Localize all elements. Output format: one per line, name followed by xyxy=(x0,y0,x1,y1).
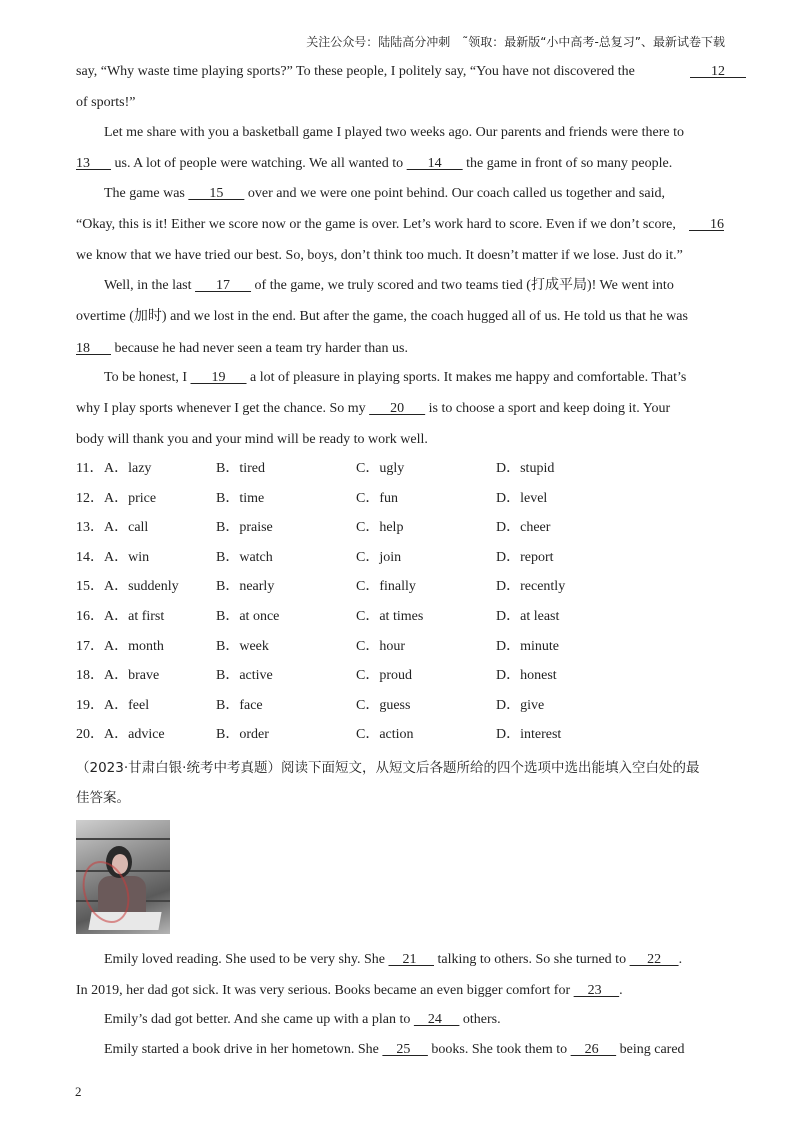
option-a: A．price xyxy=(104,490,157,506)
blank-23: 23 xyxy=(573,983,620,998)
passage1-line13: body will thank you and your mind will be ready to work well. xyxy=(76,432,428,447)
option-a: A．advice xyxy=(104,727,165,743)
option-a: A．win xyxy=(104,549,150,565)
text-run: Emily’s dad got better. And she came up with a plan to xyxy=(104,1012,414,1027)
text-run: “Okay, this is it! Either we score now or the game is over. Let’s work hard to score. Even if we don’t score, xyxy=(76,217,676,232)
passage1-line4 xyxy=(76,154,724,174)
text-run: us. A lot of people were watching. We all wanted to xyxy=(111,156,407,171)
section-instruction-line1: （2023·甘肃白银·统考中考真题）阅读下面短文，从短文后各题所给的四个选项中选出能填入空白处的最 xyxy=(76,760,700,776)
option-c: C．proud xyxy=(356,668,412,684)
passage1-line8 xyxy=(104,276,724,296)
option-c: C．hour xyxy=(356,638,405,654)
blank-25: 25 xyxy=(382,1042,428,1057)
text-run: of the game, we truly scored and two teams tied (打成平局)! We went into xyxy=(251,278,674,293)
text-run: a lot of pleasure in playing sports. It makes me happy and comfortable. That’s xyxy=(246,370,687,385)
question-number: 19． xyxy=(76,697,104,713)
text-run: say, “Why waste time playing sports?” To these people, I politely say, “You have not discovered the xyxy=(76,64,635,79)
blank-22: 22 xyxy=(629,952,679,967)
passage1-line2: of sports!” xyxy=(76,95,136,110)
option-d: D．honest xyxy=(496,668,557,684)
option-d: D．level xyxy=(496,490,548,506)
question-number: 18． xyxy=(76,668,104,684)
passage1-line6 xyxy=(76,215,724,235)
option-a: A．lazy xyxy=(104,461,152,476)
option-d: D．minute xyxy=(496,638,559,654)
question-number: 15． xyxy=(76,579,104,595)
text-run: In 2019, her dad got sick. It was very serious. Books became an even bigger comfort for xyxy=(76,983,574,998)
option-b: B．active xyxy=(216,668,273,684)
blank-13: 13 xyxy=(76,156,111,171)
passage1-line5 xyxy=(104,184,724,204)
option-c: C．at times xyxy=(356,609,424,624)
blank-21: 21 xyxy=(388,952,434,967)
passage1-line10 xyxy=(76,339,724,359)
option-c: C．help xyxy=(356,520,404,536)
passage1-line12 xyxy=(76,399,724,419)
option-d: D．interest xyxy=(496,727,562,743)
option-d: D．cheer xyxy=(496,520,551,536)
option-a: A．at first xyxy=(104,609,165,624)
text-run: To be honest, I xyxy=(104,370,191,385)
text-run: over and we were one point behind. Our coach called us together and said, xyxy=(244,186,665,201)
option-c: C．finally xyxy=(356,579,416,595)
passage1-line7: we know that we have tried our best. So, boys, don’t think too much. It doesn’t matter if we lose. Just do it.” xyxy=(76,248,683,263)
passage2-line1 xyxy=(104,950,724,970)
option-d: D．recently xyxy=(496,579,566,595)
option-c: C．ugly xyxy=(356,461,405,476)
option-c: C．join xyxy=(356,549,402,565)
text-run: talking to others. So she turned to xyxy=(433,952,630,967)
passage1-line1 xyxy=(76,62,746,82)
option-b: B．order xyxy=(216,727,269,743)
option-d: D．give xyxy=(496,697,545,713)
girl-reading-photo xyxy=(76,820,170,934)
passage1-line9: overtime (加时) and we lost in the end. But after the game, the coach hugged all of us. He told us that he was xyxy=(76,309,688,324)
text-run: because he had never seen a team try harder than us. xyxy=(111,341,408,356)
text-run: Well, in the last xyxy=(104,278,196,293)
blank-24: 24 xyxy=(413,1012,460,1027)
option-a: A．suddenly xyxy=(104,579,179,595)
passage2-line3 xyxy=(104,1010,724,1030)
blank-19: 19 xyxy=(190,370,247,385)
blank-12: 12 xyxy=(690,64,746,79)
text-run: . xyxy=(678,952,683,967)
page-number: 2 xyxy=(75,1084,82,1099)
option-a: A．feel xyxy=(104,697,150,713)
blank-15: 15 xyxy=(188,186,245,201)
passage2-line2 xyxy=(76,981,724,1001)
passage1-line3: Let me share with you a basketball game I played two weeks ago. Our parents and friends were there to xyxy=(104,125,685,140)
page-header: 关注公众号：陆陆高分冲刺 ˜领取：最新版“小中高考-总复习”、最新试卷下载 xyxy=(306,35,725,49)
question-number: 13． xyxy=(76,520,104,536)
option-b: B．nearly xyxy=(216,579,275,595)
option-b: B．face xyxy=(216,697,263,713)
shelf-line xyxy=(76,838,170,840)
question-number: 20． xyxy=(76,727,104,743)
text-run: being cared xyxy=(616,1042,685,1057)
question-number: 14． xyxy=(76,549,104,565)
option-d: D．report xyxy=(496,549,554,565)
option-d: D．at least xyxy=(496,609,560,624)
option-c: C．guess xyxy=(356,697,411,713)
text-run: Emily loved reading. She used to be very shy. She xyxy=(104,952,389,967)
text-run: . xyxy=(619,983,623,998)
text-run: others. xyxy=(459,1012,501,1027)
blank-26: 26 xyxy=(570,1042,617,1057)
option-a: A．brave xyxy=(104,668,160,684)
option-b: B．time xyxy=(216,490,265,506)
text-run: is to choose a sport and keep doing it. Your xyxy=(425,401,671,416)
option-b: B．watch xyxy=(216,549,273,565)
option-c: C．fun xyxy=(356,490,398,506)
question-number: 17． xyxy=(76,638,104,654)
text-run: books. She took them to xyxy=(427,1042,571,1057)
blank-14: 14 xyxy=(406,156,463,171)
option-b: B．at once xyxy=(216,609,280,624)
text-run: why I play sports whenever I get the chance. So my xyxy=(76,401,370,416)
blank-18: 18 xyxy=(76,341,111,356)
text-run: the game in front of so many people. xyxy=(462,156,673,171)
passage1-line11 xyxy=(104,368,724,388)
passage2-line4 xyxy=(104,1040,724,1060)
text-run: Emily started a book drive in her hometown. She xyxy=(104,1042,383,1057)
section-instruction-line2: 佳答案。 xyxy=(76,790,130,806)
option-b: B．praise xyxy=(216,520,273,536)
text-run: The game was xyxy=(104,186,189,201)
question-number: 12． xyxy=(76,490,104,506)
option-b: B．week xyxy=(216,638,269,654)
blank-16: 16 xyxy=(689,217,724,232)
option-b: B．tired xyxy=(216,461,265,476)
option-a: A．call xyxy=(104,520,149,536)
question-number: 11． xyxy=(76,461,104,476)
option-d: D．stupid xyxy=(496,461,555,476)
option-a: A．month xyxy=(104,638,164,654)
option-c: C．action xyxy=(356,727,414,743)
blank-17: 17 xyxy=(195,278,252,293)
question-number: 16． xyxy=(76,609,104,624)
blank-20: 20 xyxy=(369,401,426,416)
